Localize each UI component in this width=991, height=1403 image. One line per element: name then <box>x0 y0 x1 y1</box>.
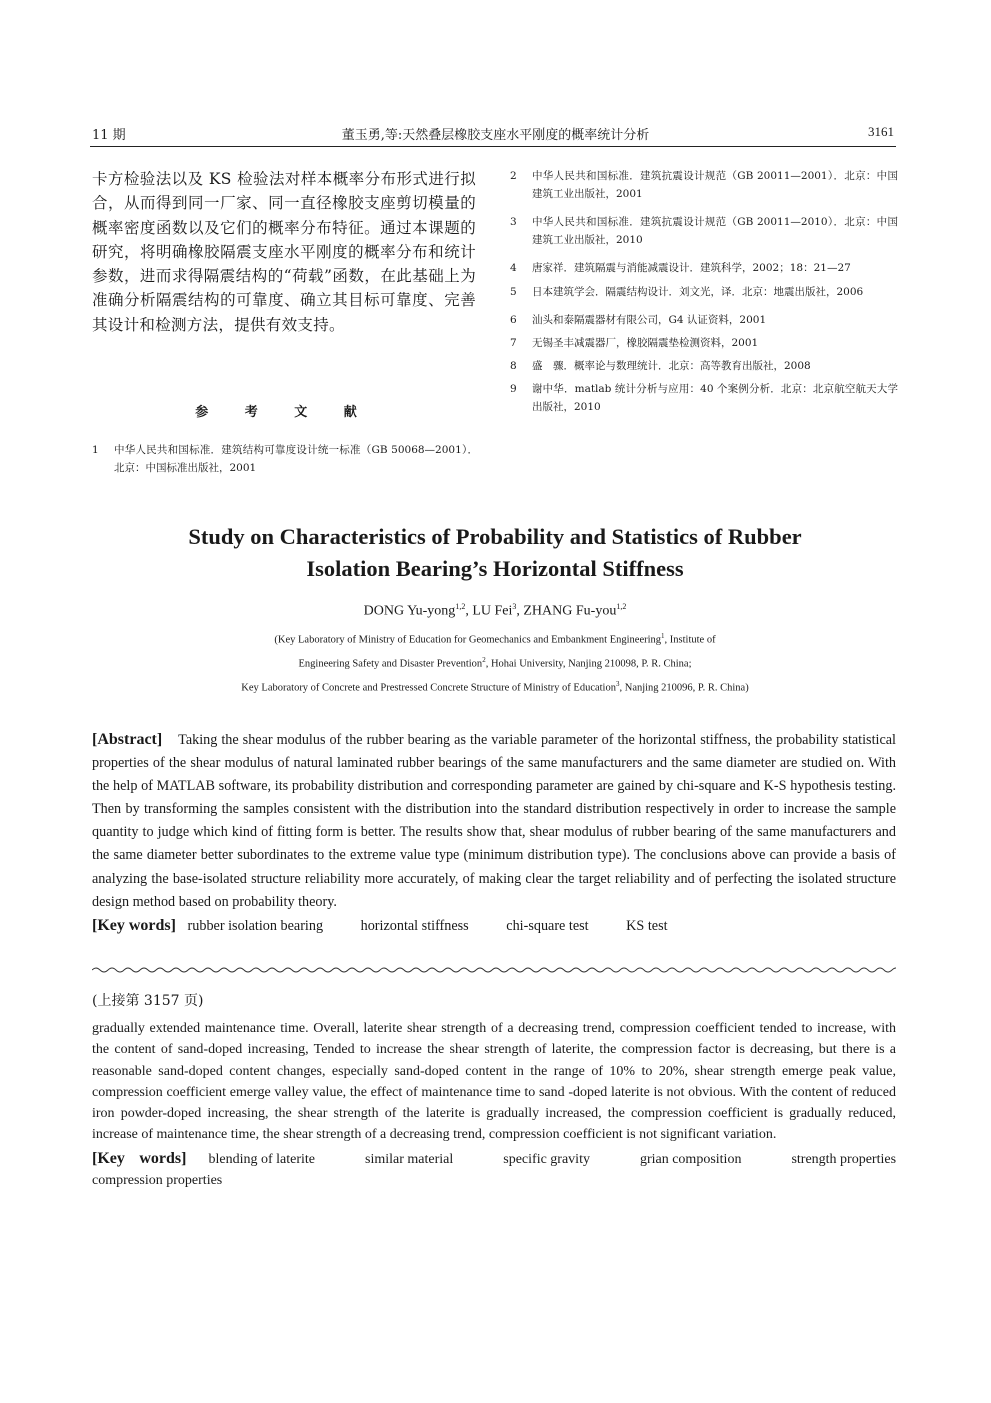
affiliation-mark: 2 <box>482 656 486 664</box>
continued-text: gradually extended maintenance time. Overall, laterite shear strength of a decreasing trend, compression coefficient tended to increase, with the content of sand-doped increasing, Tended to increase the shear strength of laterite, the compression factor is decreasing, but there is a reasonable sand-doped content changes, especially sand-doped content in the range of 10% to 20%, shear strength emerge peak value, compression coefficient emerge valley value, the effect of maintenance time to sand -doped laterite is not obvious. With the content of reduced iron powder-doped increasing, the shear strength of the laterite is gradually increased, the compression coefficient is gradually reduced, increase of maintenance time, the shear strength of a decreasing trend, compression coefficient is not significant variation. <box>92 1021 896 1143</box>
affiliation-line <box>92 680 898 694</box>
abstract-keywords <box>92 914 896 938</box>
abstract-block <box>92 728 896 938</box>
reference-number: 3 <box>510 216 517 228</box>
keyword: rubber isolation bearing <box>187 917 324 934</box>
references-heading: 参 考 文 献 <box>195 405 373 420</box>
reference-number: 1 <box>92 444 99 456</box>
header-running-title: 董玉勇,等:天然叠层橡胶支座水平刚度的概率统计分析 <box>341 128 650 143</box>
header-rule <box>90 146 896 147</box>
reference-number: 4 <box>510 262 517 274</box>
reference-number: 6 <box>510 314 517 326</box>
keywords-label: [Key words] <box>92 1149 187 1167</box>
affiliation-text: , Institute of <box>664 634 716 646</box>
keyword: blending of laterite <box>208 1151 316 1167</box>
affiliation-text: , Nanjing 210096, P. R. China) <box>619 682 749 694</box>
keyword: similar material <box>365 1151 454 1167</box>
affiliation-mark: 1 <box>661 632 665 640</box>
keyword: horizontal stiffness <box>360 917 469 934</box>
reference-number: 5 <box>510 286 517 298</box>
reference-text: 无锡圣丰减震器厂，橡胶隔震垫检测资料，2001 <box>532 337 759 349</box>
reference-item <box>510 311 898 329</box>
reference-number: 9 <box>510 383 517 395</box>
abstract-label: [Abstract] <box>92 731 163 748</box>
keyword: grian composition <box>639 1151 742 1167</box>
abstract-paragraph <box>92 728 896 914</box>
reference-text: 日本建筑学会．隔震结构设计．刘文光，译．北京：地震出版社，2006 <box>532 286 864 298</box>
author-affiliation-mark: 3 <box>512 602 517 611</box>
continued-keywords <box>92 1148 896 1192</box>
author-name: DONG Yu-yong <box>363 603 456 619</box>
reference-item <box>510 357 898 375</box>
affiliation-text: (Key Laboratory of Ministry of Education for Geomechanics and Embankment Engineering <box>274 634 662 646</box>
chinese-body-text: 卡方检验法以及 KS 检验法对样本概率分布形式进行拟合，从而得到同一厂家、同一直径橡胶支座剪切模量的概率密度函数以及它们的概率分布特征。通过本课题的研究，将明确橡胶隔震支座水平刚度的概率分布和统计参数，进而求得隔震结构的“荷载”函数，在此基础上为准确分析隔震结构的可靠度、确立其目标可靠度、完善其设计和检测方法，提供有效支持。 <box>92 170 476 334</box>
author-name: LU Fei <box>472 603 513 619</box>
author-list: DONG Yu-yong$^{1,2}$, LU Fei$^3$, ZHANG Fu-you$^{1,2}$ <box>363 602 627 619</box>
reference-number: 7 <box>510 337 517 349</box>
author-affiliation-mark: 1,2 <box>616 602 627 611</box>
references-right-column <box>510 167 898 416</box>
reference-text: 中华人民共和国标准．建筑结构可靠度设计统一标准（GB 50068—2001）．北京：中国标准出版社，2001 <box>114 444 478 474</box>
reference-text: 盛 骤．概率论与数理统计．北京：高等教育出版社，2008 <box>532 360 811 372</box>
reference-item <box>510 259 898 277</box>
continued-abstract <box>92 1018 896 1191</box>
english-title-line: Isolation Bearing’s Horizontal Stiffness <box>306 556 684 581</box>
reference-text: 中华人民共和国标准．建筑抗震设计规范（GB 20011—2001）．北京：中国建筑工业出版社，2001 <box>532 170 898 200</box>
reference-item <box>510 283 898 301</box>
keyword: KS test <box>626 917 668 934</box>
wavy-separator <box>92 966 896 974</box>
header-page-number: 3161 <box>868 124 894 139</box>
reference-item <box>92 441 478 477</box>
abstract-text: Taking the shear modulus of the rubber bearing as the variable parameter of the horizontal stiffness, the probability statistical properties of the shear modulus of natural laminated rubber bearings of the same manufacturers and the same diameter are studied on. With the help of MATLAB software, its probability distribution and corresponding parameter are gained by chi-square and K-S hypothesis testing. Then by transforming the samples consistent with the distribution into the standard distribution respectively in order to increase the sample quantity to judge which kind of fitting form is better. The results show that, shear modulus of rubber bearing of the same manufacturers and the same diameter better subordinates to the extreme value type (minimum distribution type). The conclusions above can provide a basis of analyzing the base-isolated structure reliability more accurately, of making clear the target reliability and of perfecting the isolated structure design method based on probability theory. <box>92 732 897 910</box>
english-title <box>92 521 898 585</box>
keyword: chi-square test <box>506 917 589 934</box>
reference-text: 唐家祥．建筑隔震与消能减震设计．建筑科学，2002；18：21—27 <box>532 262 851 274</box>
reference-text: 汕头和泰隔震器材有限公司，G4 认证资料，2001 <box>532 314 767 326</box>
references-left-column <box>92 441 478 477</box>
author-affiliation-mark: 1,2 <box>455 602 466 611</box>
affiliation-text: Engineering Safety and Disaster Prevention <box>298 658 483 670</box>
keyword: strength properties <box>791 1151 897 1167</box>
reference-item <box>510 213 898 249</box>
reference-number: 8 <box>510 360 517 372</box>
reference-item <box>510 334 898 352</box>
affiliation-line <box>92 656 898 670</box>
affiliation-mark: 3 <box>615 680 620 688</box>
reference-text: 谢中华．matlab 统计分析与应用：40 个案例分析．北京：北京航空航天大学出版社，2010 <box>532 383 898 413</box>
affiliation-text: , Hohai University, Nanjing 210098, P. R. China; <box>485 658 692 670</box>
header-issue: 11 期 <box>92 128 126 143</box>
reference-item <box>510 167 898 203</box>
affiliation-line <box>92 632 898 646</box>
reference-number: 2 <box>510 170 517 182</box>
english-title-line: Study on Characteristics of Probability and Statistics of Rubber <box>188 524 802 549</box>
keywords-label: [Key words] <box>92 916 176 934</box>
author-name: ZHANG Fu-you <box>523 603 617 619</box>
continued-from-label: (上接第 3157 页) <box>92 993 204 1009</box>
keyword: specific gravity <box>503 1151 590 1167</box>
keyword: compression properties <box>92 1173 223 1189</box>
reference-text: 中华人民共和国标准．建筑抗震设计规范（GB 20011—2010）．北京：中国建筑工业出版社，2010 <box>532 216 898 246</box>
reference-item <box>510 380 898 416</box>
affiliation-text: Key Laboratory of Concrete and Prestressed Concrete Structure of Ministry of Education <box>241 682 616 694</box>
